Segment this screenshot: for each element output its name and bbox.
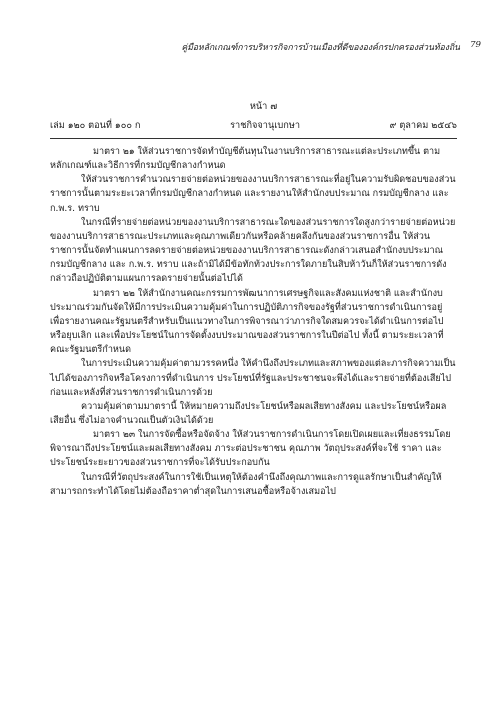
header-rule bbox=[50, 138, 457, 139]
paragraph: ความคุ้มค่าตามมาตรานี้ ให้หมายความถึงประโยชน์หรือผลเสียทางสังคม และประโยชน์หรือผลเสียอื่น ซึ่งไม่อาจคำนวณเป็นตัวเงินได้ด้วย bbox=[50, 401, 447, 426]
running-header bbox=[181, 40, 481, 54]
paragraph: ในกรณีที่รายจ่ายต่อหน่วยของงานบริการสาธารณะใดของส่วนราชการใดสูงกว่ารายจ่ายต่อหน่วยของงานบริการสาธารณะประเภทและคุณภาพเดียวกันหรือคล้ายคลึงกันของส่วนราชการอื่น ให้ส่วนราชการนั้นจัดทำแผนการลดรายจ่ายต่อหน่วยของงานบริการสาธารณะดังกล่าวเสนอสำนักงบประมาณ กรมบัญชีกลาง และ ก.พ.ร. ทราบ และถ้ามิได้มีข้อทักท้วงประการใดภายในสิบห้าวันก็ให้ส่วนราชการดังกล่าวถือปฏิบัติตามแผนการลดรายจ่ายนั้นต่อไปได้ bbox=[50, 217, 456, 285]
page-number: 79 bbox=[470, 40, 481, 50]
paragraph-section-23: มาตรา ๒๓ ในการจัดซื้อหรือจัดจ้าง ให้ส่วนราชการดำเนินการโดยเปิดเผยและเที่ยงธรรมโดยพิจารณาถึงประโยชน์และผลเสียทางสังคม ภาระต่อประชาชน คุณภาพ วัตถุประสงค์ที่จะใช้ ราคา และประโยชน์ระยะยาวของส่วนราชการที่จะได้รับประกอบกัน bbox=[50, 430, 451, 469]
gazette-date: ๙ ตุลาคม ๒๕๔๖ bbox=[389, 120, 457, 131]
paragraph: ในการประเมินความคุ้มค่าตามวรรคหนึ่ง ให้คำนึงถึงประเภทและสภาพของแต่ละภารกิจความเป็นไปได้ของภารกิจหรือโครงการที่ดำเนินการ ประโยชน์ที่รัฐและประชาชนจะพึงได้และรายจ่ายที่ต้องเสียไปก่อนและหลังที่ส่วนราชการดำเนินการด้วย bbox=[50, 359, 456, 398]
paragraph: ให้ส่วนราชการคำนวณรายจ่ายต่อหน่วยของงานบริการสาธารณะที่อยู่ในความรับผิดชอบของส่วนราชการนั้นตามระยะเวลาที่กรมบัญชีกลางกำหนด และรายงานให้สำนักงบประมาณ กรมบัญชีกลาง และ ก.พ.ร. ทราบ bbox=[50, 175, 456, 214]
document-body bbox=[50, 145, 457, 499]
gazette-publication: ราชกิจจานุเบกษา bbox=[230, 120, 300, 131]
running-header-title: คู่มือหลักเกณฑ์การบริหารกิจการบ้านเมืองที่ดีขององค์กรปกครองส่วนท้องถิ่น bbox=[181, 43, 461, 53]
paragraph-section-22: มาตรา ๒๒ ให้สำนักงานคณะกรรมการพัฒนาการเศรษฐกิจและสังคมแห่งชาติ และสำนักงบประมาณร่วมกันจัดให้มีการประเมินความคุ้มค่าในการปฏิบัติภารกิจของรัฐที่ส่วนราชการดำเนินการอยู่ เพื่อรายงานคณะรัฐมนตรีสำหรับเป็นแนวทางในการพิจารณาว่าภารกิจใดสมควรจะได้ดำเนินการต่อไปหรือยุบเลิก และเพื่อประโยชน์ในการจัดตั้งงบประมาณของส่วนราชการในปีต่อไป ทั้งนี้ ตามระยะเวลาที่คณะรัฐมนตรีกำหนด bbox=[50, 288, 444, 356]
paragraph: ในกรณีที่วัตถุประสงค์ในการใช้เป็นเหตุให้ต้องคำนึงถึงคุณภาพและการดูแลรักษาเป็นสำคัญให้สามารถกระทำได้โดยไม่ต้องถือราคาต่ำสุดในการเสนอซื้อหรือจ้างเสมอไป bbox=[50, 472, 442, 497]
gazette-header bbox=[50, 99, 457, 139]
paragraph-section-21: มาตรา ๒๑ ให้ส่วนราชการจัดทำบัญชีต้นทุนในงานบริการสาธารณะแต่ละประเภทขึ้น ตามหลักเกณฑ์และวิธีการที่กรมบัญชีกลางกำหนด bbox=[50, 147, 441, 172]
gazette-meta-row bbox=[50, 118, 457, 133]
gazette-page-label: หน้า ๗ bbox=[249, 101, 278, 112]
gazette-volume: เล่ม ๑๒๐ ตอนที่ ๑๐๐ ก bbox=[50, 120, 141, 131]
